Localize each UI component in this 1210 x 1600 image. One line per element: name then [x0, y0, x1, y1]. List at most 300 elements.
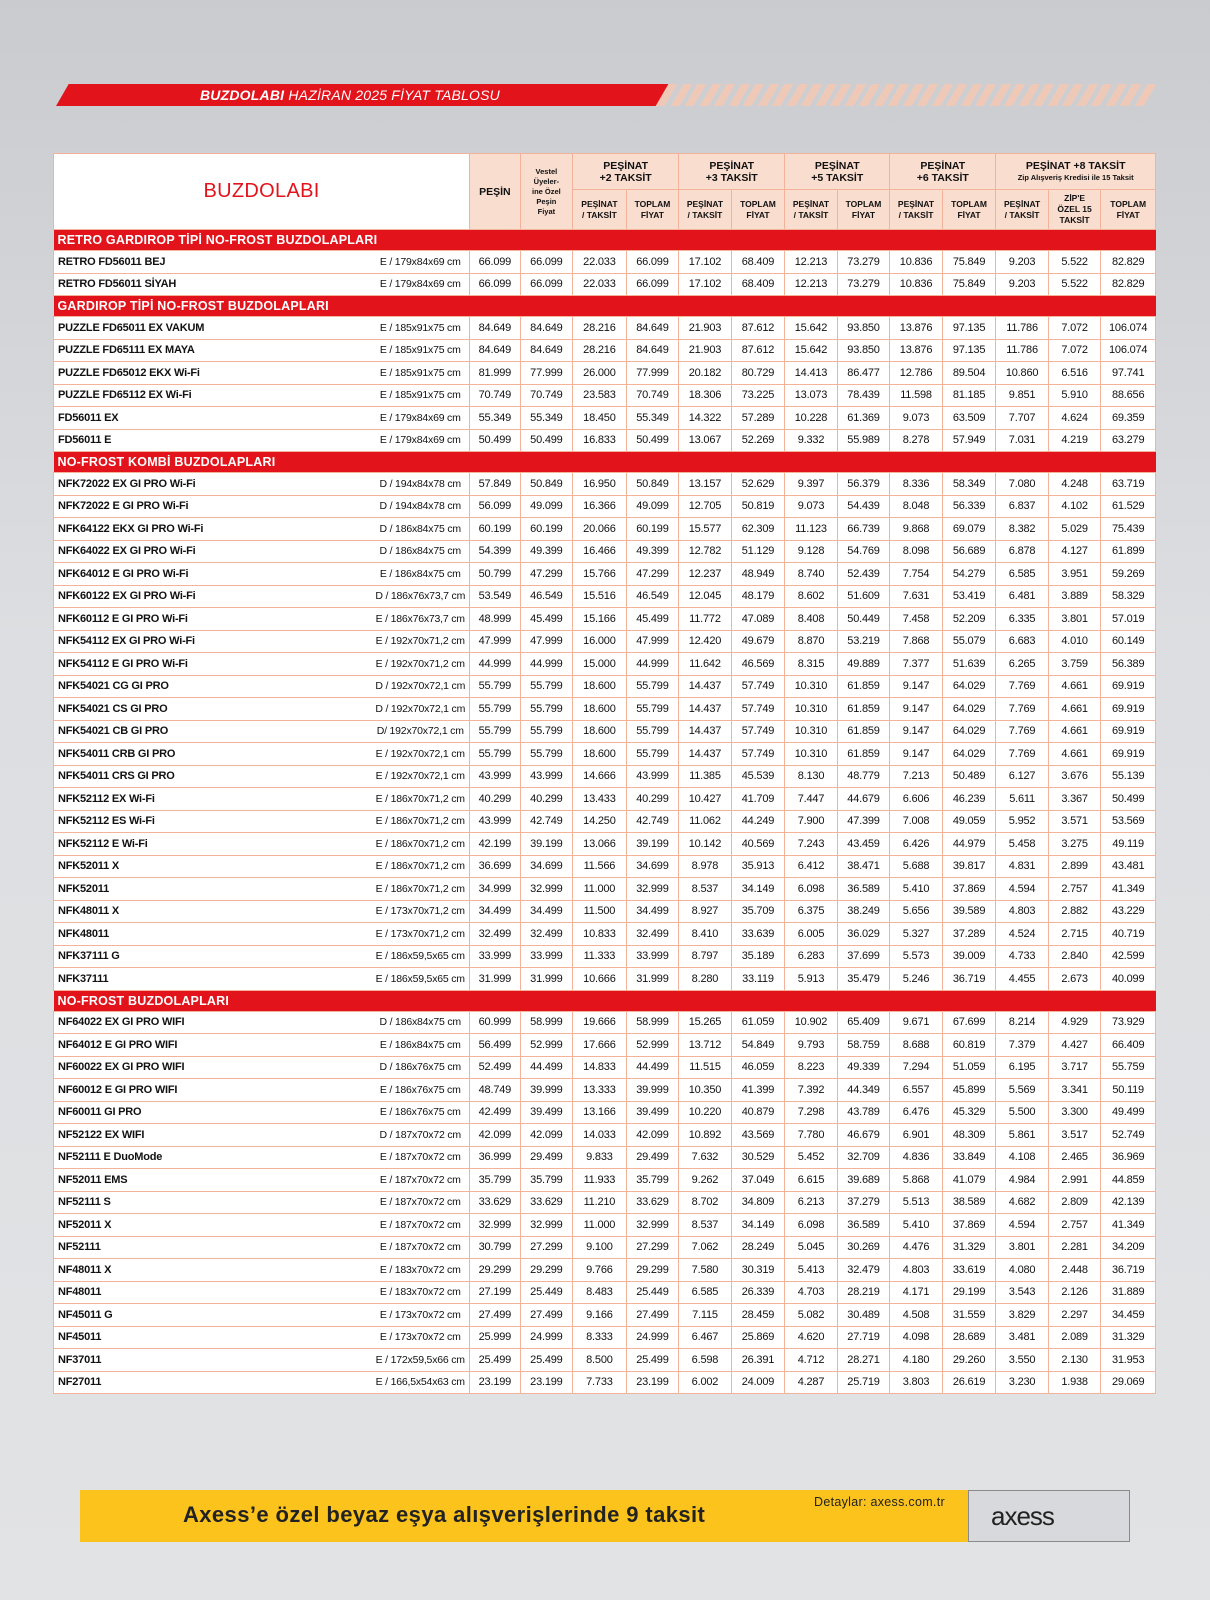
energy-dimension-cell: D / 192x70x72,1 cm — [341, 698, 469, 721]
price-cell: 4.455 — [996, 968, 1049, 991]
price-cell: 33.849 — [942, 1146, 996, 1169]
price-cell: 3.543 — [996, 1281, 1049, 1304]
price-cell: 6.002 — [679, 1371, 732, 1394]
col-pesin-header: PEŞİN — [470, 154, 521, 230]
price-cell: 14.437 — [679, 720, 732, 743]
price-cell: 28.216 — [573, 339, 627, 362]
price-cell: 10.228 — [785, 407, 838, 430]
energy-dimension-cell: E / 179x84x69 cm — [341, 429, 469, 452]
subheader-pesinat-taksit-line: / TAKSİT — [793, 209, 829, 220]
price-cell: 3.801 — [996, 1236, 1049, 1259]
price-cell: 5.029 — [1048, 518, 1101, 541]
price-cell: 42.099 — [520, 1124, 573, 1147]
banner-title-rest: HAZİRAN 2025 FİYAT TABLOSU — [284, 87, 500, 103]
energy-dimension-cell: E / 186x70x71,2 cm — [341, 810, 469, 833]
price-cell: 4.624 — [1048, 407, 1101, 430]
price-cell: 3.367 — [1048, 788, 1101, 811]
subheader-toplam-fiyat-line: TOPLAM — [845, 198, 882, 209]
price-cell: 3.300 — [1048, 1101, 1101, 1124]
table-row — [54, 608, 1156, 631]
price-cell: 4.661 — [1048, 698, 1101, 721]
price-cell: 2.840 — [1048, 945, 1101, 968]
section-title: GARDIROP TİPİ NO-FROST BUZDOLAPLARI — [54, 296, 1156, 317]
price-cell: 53.219 — [837, 630, 890, 653]
price-cell: 60.199 — [520, 518, 573, 541]
price-cell: 19.666 — [573, 1011, 627, 1034]
price-cell: 32.499 — [626, 923, 679, 946]
price-cell: 82.829 — [1101, 251, 1156, 274]
model-name-cell: NF48011 X — [54, 1259, 342, 1282]
promo-text: Axess’e özel beyaz eşya alışverişlerinde 9 taksit — [183, 1502, 706, 1527]
model-name-cell: RETRO FD56011 BEJ — [54, 251, 342, 274]
price-cell: 20.066 — [573, 518, 627, 541]
price-cell: 70.749 — [520, 384, 573, 407]
energy-dimension-cell: E / 185x91x75 cm — [341, 362, 469, 385]
price-cell: 6.476 — [890, 1101, 943, 1124]
model-name-cell: NFK52112 EX Wi-Fi — [54, 788, 342, 811]
model-name-cell: NFK54011 CRB GI PRO — [54, 743, 342, 766]
price-cell: 9.868 — [890, 518, 943, 541]
price-cell: 27.499 — [520, 1304, 573, 1327]
price-cell: 37.279 — [837, 1191, 890, 1214]
price-cell: 13.876 — [890, 317, 943, 340]
price-cell: 4.836 — [890, 1146, 943, 1169]
price-cell: 8.408 — [785, 608, 838, 631]
price-cell: 54.849 — [731, 1034, 785, 1057]
price-cell: 6.606 — [890, 788, 943, 811]
price-cell: 46.569 — [731, 653, 785, 676]
price-cell: 47.999 — [520, 630, 573, 653]
subheader-toplam-fiyat — [731, 190, 785, 230]
promo-footer — [80, 1490, 1130, 1542]
table-row — [54, 675, 1156, 698]
price-cell: 36.969 — [1101, 1146, 1156, 1169]
table-row — [54, 317, 1156, 340]
price-cell: 25.449 — [626, 1281, 679, 1304]
price-cell: 29.299 — [470, 1259, 521, 1282]
price-cell: 15.265 — [679, 1011, 732, 1034]
price-cell: 6.615 — [785, 1169, 838, 1192]
price-cell: 84.649 — [470, 317, 521, 340]
price-cell: 18.306 — [679, 384, 732, 407]
table-row — [54, 833, 1156, 856]
price-cell: 3.571 — [1048, 810, 1101, 833]
price-cell: 16.000 — [573, 630, 627, 653]
price-cell: 5.913 — [785, 968, 838, 991]
price-cell: 34.809 — [731, 1191, 785, 1214]
price-cell: 80.729 — [731, 362, 785, 385]
price-cell: 10.310 — [785, 743, 838, 766]
price-cell: 25.499 — [520, 1349, 573, 1372]
price-cell: 8.333 — [573, 1326, 627, 1349]
price-cell: 50.499 — [520, 429, 573, 452]
table-row — [54, 878, 1156, 901]
price-cell: 60.149 — [1101, 630, 1156, 653]
energy-dimension-cell: E / 187x70x72 cm — [341, 1169, 469, 1192]
model-name-cell: NF52011 EMS — [54, 1169, 342, 1192]
price-cell: 15.642 — [785, 339, 838, 362]
price-cell: 30.269 — [837, 1236, 890, 1259]
price-cell: 6.265 — [996, 653, 1049, 676]
price-cell: 77.999 — [520, 362, 573, 385]
price-cell: 6.585 — [996, 563, 1049, 586]
table-row — [54, 251, 1156, 274]
price-cell: 55.799 — [520, 720, 573, 743]
price-cell: 46.059 — [731, 1056, 785, 1079]
price-cell: 77.999 — [626, 362, 679, 385]
price-cell: 54.399 — [470, 540, 521, 563]
price-cell: 34.149 — [731, 1214, 785, 1237]
price-cell: 26.000 — [573, 362, 627, 385]
price-cell: 52.999 — [626, 1034, 679, 1057]
price-cell: 49.099 — [626, 495, 679, 518]
model-name-cell: NFK54112 EX GI PRO Wi-Fi — [54, 630, 342, 653]
price-cell: 31.999 — [470, 968, 521, 991]
model-name-cell: NFK60112 E GI PRO Wi-Fi — [54, 608, 342, 631]
price-cell: 31.999 — [520, 968, 573, 991]
table-row — [54, 788, 1156, 811]
table-row — [54, 1124, 1156, 1147]
price-cell: 36.589 — [837, 1214, 890, 1237]
price-cell: 31.329 — [1101, 1326, 1156, 1349]
price-cell: 13.066 — [573, 833, 627, 856]
price-cell: 47.089 — [731, 608, 785, 631]
price-cell: 8.797 — [679, 945, 732, 968]
price-cell: 56.389 — [1101, 653, 1156, 676]
price-cell: 37.869 — [942, 1214, 996, 1237]
model-name-cell: RETRO FD56011 SİYAH — [54, 273, 342, 296]
energy-dimension-cell: E / 186x84x75 cm — [341, 563, 469, 586]
energy-dimension-cell: D / 186x84x75 cm — [341, 1011, 469, 1034]
price-cell: 29.199 — [942, 1281, 996, 1304]
price-cell: 9.851 — [996, 384, 1049, 407]
price-cell: 5.246 — [890, 968, 943, 991]
price-cell: 12.213 — [785, 251, 838, 274]
price-cell: 3.676 — [1048, 765, 1101, 788]
price-cell: 5.569 — [996, 1079, 1049, 1102]
price-cell: 8.223 — [785, 1056, 838, 1079]
price-cell: 7.733 — [573, 1371, 627, 1394]
group-line: PEŞİNAT +8 TAKSİT — [1025, 159, 1126, 172]
price-cell: 10.310 — [785, 698, 838, 721]
price-cell: 6.213 — [785, 1191, 838, 1214]
price-cell: 7.900 — [785, 810, 838, 833]
price-cell: 4.508 — [890, 1304, 943, 1327]
subheader-zip-15-taksit-line: ÖZEL 15 — [1057, 204, 1092, 214]
price-cell: 106.074 — [1101, 339, 1156, 362]
banner-title-bold: BUZDOLABI — [200, 87, 285, 103]
price-cell: 39.499 — [626, 1101, 679, 1124]
price-cell: 15.516 — [573, 585, 627, 608]
price-cell: 14.033 — [573, 1124, 627, 1147]
price-cell: 25.499 — [470, 1349, 521, 1372]
price-cell: 33.629 — [470, 1191, 521, 1214]
price-cell: 58.329 — [1101, 585, 1156, 608]
price-cell: 32.999 — [626, 878, 679, 901]
section-header-row — [54, 230, 1156, 251]
energy-dimension-cell: E / 186x76x73,7 cm — [341, 608, 469, 631]
subheader-toplam-fiyat-line: FİYAT — [1116, 209, 1140, 220]
price-cell: 5.522 — [1048, 273, 1101, 296]
price-cell: 57.749 — [731, 720, 785, 743]
price-cell: 5.458 — [996, 833, 1049, 856]
price-cell: 68.409 — [731, 251, 785, 274]
price-cell: 7.377 — [890, 653, 943, 676]
group-line: +2 TAKSİT — [599, 171, 652, 184]
table-row — [54, 945, 1156, 968]
vestel-line: Peşin — [536, 196, 557, 206]
price-cell: 6.585 — [679, 1281, 732, 1304]
price-cell: 11.333 — [573, 945, 627, 968]
price-cell: 16.466 — [573, 540, 627, 563]
banner-stripes — [662, 84, 1162, 106]
price-cell: 57.749 — [731, 743, 785, 766]
price-cell: 25.499 — [626, 1349, 679, 1372]
energy-dimension-cell: D / 186x84x75 cm — [341, 518, 469, 541]
table-brand-title: BUZDOLABI — [54, 154, 470, 230]
price-cell: 31.999 — [626, 968, 679, 991]
price-cell: 55.349 — [470, 407, 521, 430]
price-cell: 42.749 — [520, 810, 573, 833]
price-cell: 57.019 — [1101, 608, 1156, 631]
price-cell: 35.479 — [837, 968, 890, 991]
subheader-pesinat-taksit-line: PEŞİNAT — [581, 198, 618, 209]
price-cell: 30.319 — [731, 1259, 785, 1282]
price-cell: 8.130 — [785, 765, 838, 788]
price-cell: 46.679 — [837, 1124, 890, 1147]
price-cell: 5.327 — [890, 923, 943, 946]
price-cell: 56.499 — [470, 1034, 521, 1057]
price-cell: 39.999 — [626, 1079, 679, 1102]
price-cell: 58.999 — [626, 1011, 679, 1034]
price-cell: 10.350 — [679, 1079, 732, 1102]
model-name-cell: NFK72022 E GI PRO Wi-Fi — [54, 495, 342, 518]
price-cell: 6.283 — [785, 945, 838, 968]
table-row — [54, 362, 1156, 385]
price-cell: 66.099 — [520, 251, 573, 274]
model-name-cell: NFK64012 E GI PRO Wi-Fi — [54, 563, 342, 586]
price-cell: 61.369 — [837, 407, 890, 430]
price-cell: 88.656 — [1101, 384, 1156, 407]
price-cell: 41.349 — [1101, 878, 1156, 901]
price-cell: 84.649 — [520, 317, 573, 340]
price-cell: 8.214 — [996, 1011, 1049, 1034]
price-cell: 5.410 — [890, 1214, 943, 1237]
price-cell: 24.999 — [626, 1326, 679, 1349]
price-cell: 44.499 — [626, 1056, 679, 1079]
price-cell: 41.079 — [942, 1169, 996, 1192]
price-cell: 41.709 — [731, 788, 785, 811]
energy-dimension-cell: E / 172x59,5x66 cm — [341, 1349, 469, 1372]
price-cell: 64.029 — [942, 698, 996, 721]
price-cell: 12.237 — [679, 563, 732, 586]
price-cell: 97.135 — [942, 339, 996, 362]
price-cell: 53.549 — [470, 585, 521, 608]
energy-dimension-cell: E / 185x91x75 cm — [341, 384, 469, 407]
price-cell: 61.899 — [1101, 540, 1156, 563]
table-row — [54, 1034, 1156, 1057]
price-cell: 11.515 — [679, 1056, 732, 1079]
price-cell: 27.499 — [470, 1304, 521, 1327]
model-name-cell: PUZZLE FD65112 EX Wi-Fi — [54, 384, 342, 407]
price-cell: 2.757 — [1048, 1214, 1101, 1237]
subheader-pesinat-taksit-line: / TAKSİT — [582, 209, 617, 220]
price-cell: 8.280 — [679, 968, 732, 991]
promo-details-link[interactable]: Detaylar: axess.com.tr — [814, 1495, 945, 1509]
price-cell: 30.799 — [470, 1236, 521, 1259]
price-cell: 55.799 — [520, 675, 573, 698]
model-name-cell: NFK54011 CRS GI PRO — [54, 765, 342, 788]
price-cell: 18.600 — [573, 743, 627, 766]
model-name-cell: NF45011 G — [54, 1304, 342, 1327]
energy-dimension-cell: E / 185x91x75 cm — [341, 317, 469, 340]
price-cell: 42.099 — [626, 1124, 679, 1147]
energy-dimension-cell: E / 186x70x71,2 cm — [341, 855, 469, 878]
price-cell: 3.889 — [1048, 585, 1101, 608]
model-name-cell: NF60011 GI PRO — [54, 1101, 342, 1124]
price-cell: 18.600 — [573, 698, 627, 721]
price-cell: 4.929 — [1048, 1011, 1101, 1034]
table-row — [54, 518, 1156, 541]
price-cell: 54.769 — [837, 540, 890, 563]
price-cell: 8.927 — [679, 900, 732, 923]
price-cell: 64.029 — [942, 720, 996, 743]
price-cell: 11.500 — [573, 900, 627, 923]
price-cell: 30.529 — [731, 1146, 785, 1169]
vestel-line: Vestel — [535, 166, 558, 176]
price-cell: 13.433 — [573, 788, 627, 811]
price-cell: 46.549 — [626, 585, 679, 608]
energy-dimension-cell: E / 179x84x69 cm — [341, 251, 469, 274]
price-cell: 48.179 — [731, 585, 785, 608]
price-cell: 55.799 — [470, 675, 521, 698]
energy-dimension-cell: E / 179x84x69 cm — [341, 273, 469, 296]
price-cell: 27.299 — [626, 1236, 679, 1259]
price-cell: 6.098 — [785, 878, 838, 901]
price-cell: 7.769 — [996, 720, 1049, 743]
price-cell: 2.281 — [1048, 1236, 1101, 1259]
price-cell: 9.793 — [785, 1034, 838, 1057]
price-cell: 10.310 — [785, 720, 838, 743]
subheader-pesinat-taksit-line: PEŞİNAT — [792, 198, 830, 209]
price-cell: 39.199 — [520, 833, 573, 856]
price-cell: 93.850 — [837, 339, 890, 362]
model-name-cell: NF64022 EX GI PRO WIFI — [54, 1011, 342, 1034]
price-cell: 43.459 — [837, 833, 890, 856]
price-cell: 53.419 — [942, 585, 996, 608]
price-cell: 44.349 — [837, 1079, 890, 1102]
price-cell: 15.642 — [785, 317, 838, 340]
price-cell: 67.699 — [942, 1011, 996, 1034]
energy-dimension-cell: E / 173x70x71,2 cm — [341, 923, 469, 946]
price-cell: 89.504 — [942, 362, 996, 385]
price-cell: 69.919 — [1101, 698, 1156, 721]
price-cell: 6.412 — [785, 855, 838, 878]
price-cell: 66.099 — [520, 273, 573, 296]
price-cell: 23.199 — [626, 1371, 679, 1394]
subheader-toplam-fiyat-line: TOPLAM — [951, 198, 987, 209]
price-cell: 13.712 — [679, 1034, 732, 1057]
price-cell: 56.339 — [942, 495, 996, 518]
price-cell: 5.513 — [890, 1191, 943, 1214]
energy-dimension-cell: E / 173x70x71,2 cm — [341, 900, 469, 923]
price-cell: 66.099 — [626, 251, 679, 274]
price-cell: 40.099 — [1101, 968, 1156, 991]
price-cell: 27.719 — [837, 1326, 890, 1349]
section-title: NO-FROST BUZDOLAPLARI — [54, 990, 1156, 1011]
price-cell: 8.336 — [890, 473, 943, 496]
energy-dimension-cell: D / 186x76x75 cm — [341, 1056, 469, 1079]
price-cell: 44.859 — [1101, 1169, 1156, 1192]
price-cell: 2.126 — [1048, 1281, 1101, 1304]
price-cell: 54.439 — [837, 495, 890, 518]
model-name-cell: NFK52011 X — [54, 855, 342, 878]
price-cell: 6.467 — [679, 1326, 732, 1349]
price-cell: 7.458 — [890, 608, 943, 631]
price-cell: 6.098 — [785, 1214, 838, 1237]
energy-dimension-cell: D / 187x70x72 cm — [341, 1124, 469, 1147]
price-cell: 6.901 — [890, 1124, 943, 1147]
price-cell: 29.069 — [1101, 1371, 1156, 1394]
price-cell: 6.375 — [785, 900, 838, 923]
price-cell: 87.612 — [731, 317, 785, 340]
price-cell: 57.749 — [731, 675, 785, 698]
price-cell: 5.522 — [1048, 251, 1101, 274]
price-cell: 55.799 — [626, 720, 679, 743]
price-cell: 31.559 — [942, 1304, 996, 1327]
price-cell: 32.999 — [520, 878, 573, 901]
subheader-pesinat-taksit — [996, 190, 1049, 230]
subheader-pesinat-taksit-line: / TAKSİT — [687, 209, 723, 220]
price-cell: 33.629 — [626, 1191, 679, 1214]
price-cell: 11.642 — [679, 653, 732, 676]
price-cell: 28.459 — [731, 1304, 785, 1327]
price-cell: 2.130 — [1048, 1349, 1101, 1372]
price-cell: 26.339 — [731, 1281, 785, 1304]
price-cell: 11.786 — [996, 339, 1049, 362]
table-row — [54, 495, 1156, 518]
price-cell: 50.499 — [626, 429, 679, 452]
price-cell: 10.833 — [573, 923, 627, 946]
subheader-toplam-fiyat-line: TOPLAM — [634, 198, 671, 209]
price-cell: 39.589 — [942, 900, 996, 923]
price-cell: 4.831 — [996, 855, 1049, 878]
price-cell: 4.219 — [1048, 429, 1101, 452]
price-cell: 11.933 — [573, 1169, 627, 1192]
price-cell: 12.786 — [890, 362, 943, 385]
price-cell: 40.569 — [731, 833, 785, 856]
price-cell: 47.399 — [837, 810, 890, 833]
price-cell: 75.849 — [942, 251, 996, 274]
model-name-cell: NF27011 — [54, 1371, 342, 1394]
price-cell: 9.262 — [679, 1169, 732, 1192]
model-name-cell: NFK60122 EX GI PRO Wi-Fi — [54, 585, 342, 608]
price-cell: 4.594 — [996, 878, 1049, 901]
price-cell: 69.079 — [942, 518, 996, 541]
price-cell: 55.799 — [626, 743, 679, 766]
price-cell: 4.620 — [785, 1326, 838, 1349]
price-cell: 3.717 — [1048, 1056, 1101, 1079]
price-cell: 66.739 — [837, 518, 890, 541]
price-cell: 49.889 — [837, 653, 890, 676]
price-cell: 11.123 — [785, 518, 838, 541]
price-cell: 14.437 — [679, 743, 732, 766]
price-cell: 42.199 — [470, 833, 521, 856]
model-name-cell: NFK52011 — [54, 878, 342, 901]
price-cell: 50.489 — [942, 765, 996, 788]
price-cell: 32.999 — [626, 1214, 679, 1237]
price-cell: 2.715 — [1048, 923, 1101, 946]
